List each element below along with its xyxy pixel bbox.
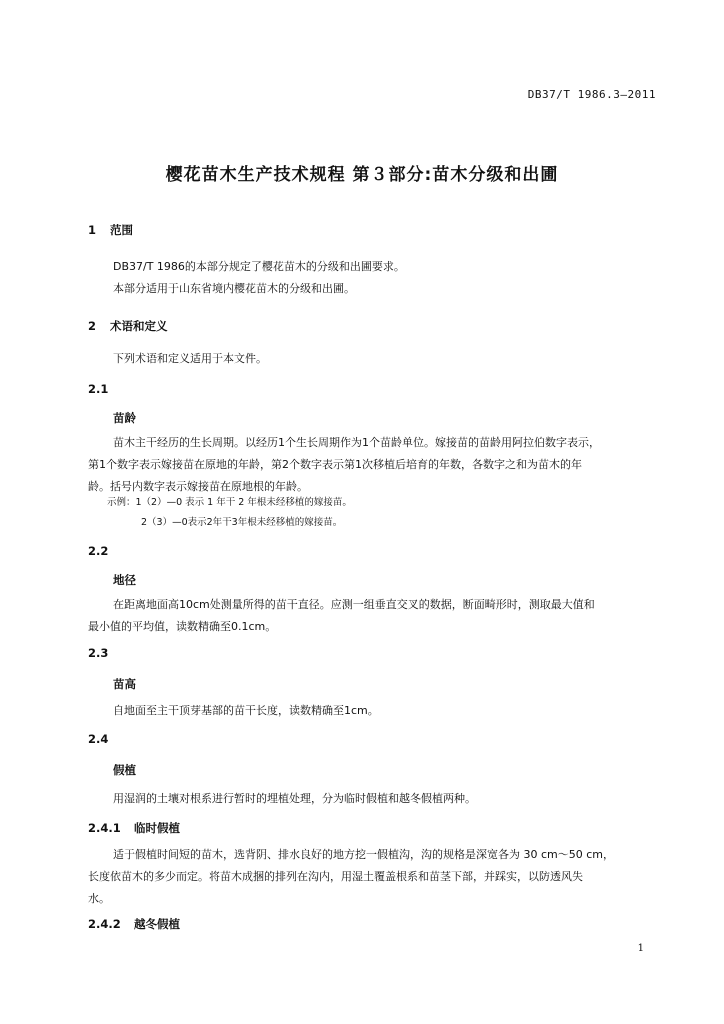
section-number: 1: [88, 223, 97, 237]
paragraph-line: 在距离地面高10cm处测量所得的苗干直径。应测一组垂直交叉的数据，断面畸形时，测取最大值和: [113, 598, 595, 611]
section-2-4-1-heading: [88, 820, 180, 836]
section-number: 2.4.1: [88, 821, 121, 835]
section-number: 2.3: [88, 646, 109, 660]
section-2-4-body: [88, 788, 658, 810]
standard-number: DB37/T 1986.3—2011: [527, 88, 656, 101]
section-2-2-number: [88, 544, 108, 558]
section-2-1-body: [88, 432, 658, 498]
paragraph-line: 适于假植时间短的苗木，选背阴、排水良好的地方挖一假植沟，沟的规格是深宽各为 30 cm～50 cm，: [113, 848, 615, 861]
paragraph-line: 苗木主干经历的生长周期。以经历1个生长周期作为1个苗龄单位。嫁接苗的苗龄用阿拉伯数字表示，: [113, 436, 600, 449]
section-title: 越冬假植: [134, 917, 181, 931]
paragraph-line: 下列术语和定义适用于本文件。: [113, 352, 267, 365]
section-2-2-body: [88, 594, 658, 638]
section-2-3-number: [88, 646, 108, 660]
paragraph-line: 自地面至主干顶芽基部的苗干长度，读数精确至1cm。: [113, 704, 379, 717]
section-number: 2.4.2: [88, 917, 121, 931]
section-2-intro: [88, 348, 658, 370]
section-number: 2.4: [88, 732, 109, 746]
term-heeling-in: 假植: [113, 763, 136, 777]
term-ground-diameter: 地径: [113, 573, 136, 587]
section-2-4-1-body: [88, 844, 658, 910]
paragraph-line: 本部分适用于山东省境内樱花苗木的分级和出圃。: [113, 282, 355, 295]
paragraph-line: 用湿润的土壤对根系进行暂时的埋植处理，分为临时假植和越冬假植两种。: [113, 792, 476, 805]
term-seedling-age: 苗龄: [113, 411, 136, 425]
term-seedling-height: 苗高: [113, 677, 136, 691]
section-number: 2.2: [88, 544, 109, 558]
paragraph-line: 龄。括号内数字表示嫁接苗在原地根的年龄。: [88, 480, 308, 493]
section-2-4-number: [88, 732, 108, 746]
section-number: 2.1: [88, 382, 109, 396]
section-2-4-2-heading: [88, 916, 180, 932]
paragraph-line: 最小值的平均值，读数精确至0.1cm。: [88, 620, 277, 633]
section-number: 2: [88, 319, 97, 333]
section-2-3-body: [88, 700, 658, 722]
paragraph-line: DB37/T 1986的本部分规定了樱花苗木的分级和出圃要求。: [113, 260, 405, 273]
section-title: 临时假植: [134, 821, 181, 835]
page-number: 1: [637, 943, 644, 954]
section-2-1-number: [88, 382, 108, 396]
section-title: 范围: [110, 223, 134, 237]
paragraph-line: 长度依苗木的多少而定。将苗木成捆的排列在沟内，用湿土覆盖根系和苗茎下部，并踩实，以防透风失: [88, 870, 583, 883]
example-line-2: 2（3）—0表示2年干3年根未经移植的嫁接苗。: [141, 517, 343, 528]
section-title: 术语和定义: [110, 319, 168, 333]
document-title: 樱花苗木生产技术规程 第３部分:苗木分级和出圃: [165, 165, 559, 185]
paragraph-line: 水。: [88, 892, 110, 905]
example-line-1: 示例：1（2）—0 表示 1 年干 2 年根未经移植的嫁接苗。: [107, 497, 352, 508]
paragraph-line: 第1个数字表示嫁接苗在原地的年龄，第2个数字表示第1次移植后培育的年数，各数字之和为苗木的年: [88, 458, 582, 471]
section-2-heading: [88, 318, 168, 334]
section-1-body: [88, 256, 658, 300]
section-1-heading: [88, 222, 133, 238]
